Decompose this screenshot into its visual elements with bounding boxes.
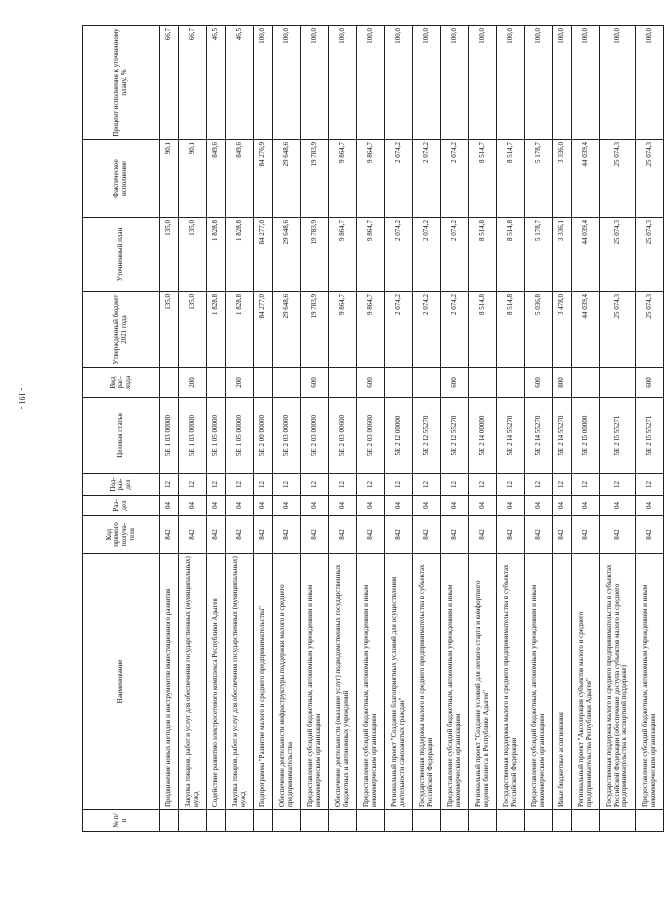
- row-updated-plan: 9 864,7: [357, 218, 385, 292]
- row-subsection: 12: [553, 474, 572, 496]
- row-target-article: 5Е 2 03 00600: [329, 398, 357, 474]
- row-approved-budget: 2 074,2: [413, 292, 441, 368]
- row-target-article: 5Е 2 I4 55270: [553, 398, 572, 474]
- row-approved-budget: 2 074,2: [385, 292, 413, 368]
- row-subsection: 12: [385, 474, 413, 496]
- row-name: Подпрограмма "Развитие малого и среднего предпринимательства": [254, 554, 273, 810]
- row-execution-percent: 66,7: [179, 26, 207, 140]
- row-number: [553, 810, 572, 832]
- table-row: [553, 26, 572, 832]
- row-number: [357, 810, 385, 832]
- row-recipient-code: 842: [553, 516, 572, 554]
- table-row: [301, 26, 329, 832]
- row-execution-percent: 100,0: [636, 26, 664, 140]
- row-updated-plan: 29 648,6: [273, 218, 301, 292]
- row-section: 04: [572, 496, 600, 516]
- row-section: 04: [329, 496, 357, 516]
- row-section: 04: [441, 496, 469, 516]
- row-expense-type: [497, 368, 525, 398]
- page-number: - 191 -: [17, 387, 27, 410]
- row-expense-type: 600: [301, 368, 329, 398]
- row-recipient-code: 842: [572, 516, 600, 554]
- row-approved-budget: 8 514,8: [469, 292, 497, 368]
- row-actual-execution: 25 074,3: [636, 140, 664, 218]
- row-section: 04: [413, 496, 441, 516]
- row-subsection: 12: [301, 474, 329, 496]
- row-target-article: 5Е 2 I2 55270: [441, 398, 469, 474]
- row-actual-execution: 849,6: [226, 140, 254, 218]
- row-subsection: 12: [636, 474, 664, 496]
- row-number: [179, 810, 207, 832]
- row-target-article: 5Е 2 I5 55271: [600, 398, 636, 474]
- row-expense-type: [600, 368, 636, 398]
- row-approved-budget: 9 864,7: [329, 292, 357, 368]
- row-number: [497, 810, 525, 832]
- row-name: Региональный проект "Создание благоприятных условий для осуществления деятельности самозанятых граждан": [385, 554, 413, 810]
- row-recipient-code: 842: [179, 516, 207, 554]
- row-number: [572, 810, 600, 832]
- row-subsection: 12: [357, 474, 385, 496]
- row-updated-plan: 135,0: [160, 218, 179, 292]
- table-body: [160, 26, 664, 832]
- row-actual-execution: 9 864,7: [357, 140, 385, 218]
- row-execution-percent: 100,0: [572, 26, 600, 140]
- row-name: Государственная поддержка малого и среднего предпринимательства в субъектах Российской Федерации: [413, 554, 441, 810]
- row-updated-plan: 1 828,8: [207, 218, 226, 292]
- header-section: Раз-дел: [83, 496, 160, 516]
- row-recipient-code: 842: [301, 516, 329, 554]
- row-section: 04: [385, 496, 413, 516]
- row-actual-execution: 8 514,7: [469, 140, 497, 218]
- table-row: [357, 26, 385, 832]
- row-updated-plan: 9 864,7: [329, 218, 357, 292]
- row-name: Предоставление субсидий бюджетным, автономным учреждениям и иным некоммерческим организациям: [525, 554, 553, 810]
- table-row: [273, 26, 301, 832]
- row-expense-type: 600: [636, 368, 664, 398]
- row-section: 04: [301, 496, 329, 516]
- header-execution-percent: Процент исполнения к уточненному плану, %: [83, 26, 160, 140]
- row-target-article: 5Е 1 03 00000: [179, 398, 207, 474]
- row-updated-plan: 25 074,3: [636, 218, 664, 292]
- row-actual-execution: 5 178,7: [525, 140, 553, 218]
- table-row: [497, 26, 525, 832]
- row-updated-plan: 8 514,8: [497, 218, 525, 292]
- row-section: 04: [207, 496, 226, 516]
- row-target-article: 5Е 2 03 00000: [301, 398, 329, 474]
- row-recipient-code: 842: [469, 516, 497, 554]
- header-recipient-code: Код прямого получа-теля: [83, 516, 160, 554]
- table-row: [525, 26, 553, 832]
- row-updated-plan: 25 074,3: [600, 218, 636, 292]
- table-row: [179, 26, 207, 832]
- row-updated-plan: 135,0: [179, 218, 207, 292]
- row-updated-plan: 2 074,2: [441, 218, 469, 292]
- row-target-article: 5Е 2 I4 55270: [497, 398, 525, 474]
- row-target-article: 5Е 2 03 00000: [273, 398, 301, 474]
- header-num: № п/п: [83, 810, 160, 832]
- row-section: 04: [636, 496, 664, 516]
- row-updated-plan: 8 514,8: [469, 218, 497, 292]
- header-subsection: Под-раз-дел: [83, 474, 160, 496]
- row-execution-percent: 100,0: [441, 26, 469, 140]
- row-approved-budget: 1 828,8: [207, 292, 226, 368]
- row-actual-execution: 90,1: [160, 140, 179, 218]
- row-recipient-code: 842: [600, 516, 636, 554]
- table-row: [226, 26, 254, 832]
- row-name: Предоставление субсидий бюджетным, автономным учреждениям и иным некоммерческим организациям: [357, 554, 385, 810]
- row-section: 04: [160, 496, 179, 516]
- row-updated-plan: 44 039,4: [572, 218, 600, 292]
- row-updated-plan: 2 074,2: [413, 218, 441, 292]
- row-target-article: 5Е 2 I2 55270: [413, 398, 441, 474]
- row-target-article: 5Е 2 I4 00000: [469, 398, 497, 474]
- row-recipient-code: 842: [441, 516, 469, 554]
- row-actual-execution: 2 074,2: [385, 140, 413, 218]
- header-updated-plan: Уточненный план: [83, 218, 160, 292]
- row-approved-budget: 135,0: [179, 292, 207, 368]
- row-recipient-code: 842: [207, 516, 226, 554]
- row-section: 04: [497, 496, 525, 516]
- table-row: [600, 26, 636, 832]
- row-execution-percent: 100,0: [301, 26, 329, 140]
- row-subsection: 12: [226, 474, 254, 496]
- row-actual-execution: 9 864,7: [329, 140, 357, 218]
- row-number: [441, 810, 469, 832]
- row-subsection: 12: [179, 474, 207, 496]
- row-subsection: 12: [497, 474, 525, 496]
- row-approved-budget: 25 074,3: [636, 292, 664, 368]
- row-expense-type: [254, 368, 273, 398]
- row-recipient-code: 842: [357, 516, 385, 554]
- row-approved-budget: 9 864,7: [357, 292, 385, 368]
- row-name: Обеспечение деятельности инфраструктуры поддержки малого и среднего предпринимательства: [273, 554, 301, 810]
- row-section: 04: [226, 496, 254, 516]
- row-actual-execution: 3 336,0: [553, 140, 572, 218]
- row-approved-budget: 8 514,8: [497, 292, 525, 368]
- row-recipient-code: 842: [273, 516, 301, 554]
- row-section: 04: [469, 496, 497, 516]
- row-recipient-code: 842: [525, 516, 553, 554]
- row-execution-percent: 100,0: [273, 26, 301, 140]
- row-section: 04: [179, 496, 207, 516]
- row-section: 04: [600, 496, 636, 516]
- table-row: [469, 26, 497, 832]
- row-name: Государственная поддержка малого и среднего предпринимательства в субъектах Российской Федерации (обеспечение доступа субъектов малого и среднего предпринимательства к экспортной поддержке): [600, 554, 636, 810]
- row-actual-execution: 84 276,9: [254, 140, 273, 218]
- row-actual-execution: 2 074,2: [441, 140, 469, 218]
- header-target-article: Целевая статья: [83, 398, 160, 474]
- row-execution-percent: 66,7: [160, 26, 179, 140]
- row-updated-plan: 19 783,9: [301, 218, 329, 292]
- rotated-page: [82, 26, 657, 832]
- row-target-article: 5Е 2 I5 00000: [572, 398, 600, 474]
- row-name: Государственная поддержка малого и среднего предпринимательства в субъектах Российской Федерации: [497, 554, 525, 810]
- row-expense-type: 600: [525, 368, 553, 398]
- header-actual-execution: Фактическое исполнение: [83, 140, 160, 218]
- row-target-article: 5Е 1 05 00000: [207, 398, 226, 474]
- row-expense-type: 200: [226, 368, 254, 398]
- table-row: [636, 26, 664, 832]
- table-row: [385, 26, 413, 832]
- row-expense-type: [469, 368, 497, 398]
- row-execution-percent: 100,0: [413, 26, 441, 140]
- row-number: [273, 810, 301, 832]
- row-number: [385, 810, 413, 832]
- row-expense-type: [413, 368, 441, 398]
- header-row: [83, 26, 160, 832]
- row-expense-type: [385, 368, 413, 398]
- row-section: 04: [254, 496, 273, 516]
- header-expense-type: Вид рас-хода: [83, 368, 160, 398]
- row-number: [525, 810, 553, 832]
- row-subsection: 12: [254, 474, 273, 496]
- row-recipient-code: 842: [636, 516, 664, 554]
- row-execution-percent: 46,5: [207, 26, 226, 140]
- table-row: [207, 26, 226, 832]
- table-row: [329, 26, 357, 832]
- row-approved-budget: 19 783,9: [301, 292, 329, 368]
- table-row: [572, 26, 600, 832]
- table-row: [160, 26, 179, 832]
- row-expense-type: [207, 368, 226, 398]
- row-approved-budget: 44 039,4: [572, 292, 600, 368]
- row-actual-execution: 849,6: [207, 140, 226, 218]
- row-subsection: 12: [525, 474, 553, 496]
- row-section: 04: [525, 496, 553, 516]
- row-execution-percent: 100,0: [329, 26, 357, 140]
- row-number: [207, 810, 226, 832]
- row-target-article: 5Е 2 I2 00000: [385, 398, 413, 474]
- row-subsection: 12: [600, 474, 636, 496]
- row-execution-percent: 100,0: [357, 26, 385, 140]
- row-name: Продвижение новых методов и инструментов инвестиционного развития: [160, 554, 179, 810]
- row-actual-execution: 29 648,6: [273, 140, 301, 218]
- row-name: Иные бюджетные ассигнования: [553, 554, 572, 810]
- row-updated-plan: 1 828,8: [226, 218, 254, 292]
- row-subsection: 12: [273, 474, 301, 496]
- row-subsection: 12: [207, 474, 226, 496]
- row-name: Обеспечение деятельности (оказание услуг) подведомственных государственных бюджетных и автономных учреждений: [329, 554, 357, 810]
- row-execution-percent: 100,0: [254, 26, 273, 140]
- row-recipient-code: 842: [226, 516, 254, 554]
- row-number: [226, 810, 254, 832]
- row-subsection: 12: [572, 474, 600, 496]
- row-name: Закупка товаров, работ и услуг для обеспечения государственных (муниципальных) нужд: [226, 554, 254, 810]
- table-row: [254, 26, 273, 832]
- row-number: [636, 810, 664, 832]
- row-name: Закупка товаров, работ и услуг для обеспечения государственных (муниципальных) нужд: [179, 554, 207, 810]
- row-expense-type: 600: [357, 368, 385, 398]
- row-subsection: 12: [413, 474, 441, 496]
- row-number: [469, 810, 497, 832]
- row-execution-percent: 100,0: [385, 26, 413, 140]
- header-approved-budget: Утвержденный бюджет 2021 года: [83, 292, 160, 368]
- table-row: [441, 26, 469, 832]
- row-actual-execution: 44 039,4: [572, 140, 600, 218]
- row-section: 04: [273, 496, 301, 516]
- row-name: Предоставление субсидий бюджетным, автономным учреждениям и иным некоммерческим организациям: [636, 554, 664, 810]
- row-name: Предоставление субсидий бюджетным, автономным учреждениям и иным некоммерческим организациям: [441, 554, 469, 810]
- row-name: Содействие развитию электросетевого комплекса Республики Адыгея: [207, 554, 226, 810]
- row-target-article: 5Е 2 I4 55270: [525, 398, 553, 474]
- row-updated-plan: 84 277,0: [254, 218, 273, 292]
- row-subsection: 12: [160, 474, 179, 496]
- row-execution-percent: 100,0: [600, 26, 636, 140]
- row-recipient-code: 842: [385, 516, 413, 554]
- row-expense-type: 600: [441, 368, 469, 398]
- row-recipient-code: 842: [254, 516, 273, 554]
- row-expense-type: [273, 368, 301, 398]
- row-number: [413, 810, 441, 832]
- row-number: [254, 810, 273, 832]
- row-approved-budget: 84 277,0: [254, 292, 273, 368]
- row-expense-type: 200: [179, 368, 207, 398]
- row-name: Региональный проект "Создание условий для легкого старта и комфортного ведения бизнеса в Республике Адыгея": [469, 554, 497, 810]
- row-target-article: 5Е 2 I5 55271: [636, 398, 664, 474]
- row-approved-budget: 3 478,0: [553, 292, 572, 368]
- row-actual-execution: 90,1: [179, 140, 207, 218]
- row-name: Региональный проект "Акселерация субъектов малого и среднего предпринимательства Республики Адыгея": [572, 554, 600, 810]
- row-approved-budget: 1 828,8: [226, 292, 254, 368]
- row-number: [329, 810, 357, 832]
- row-recipient-code: 842: [160, 516, 179, 554]
- row-subsection: 12: [329, 474, 357, 496]
- row-expense-type: 800: [553, 368, 572, 398]
- row-section: 04: [357, 496, 385, 516]
- row-subsection: 12: [441, 474, 469, 496]
- budget-execution-table: [82, 25, 664, 832]
- row-number: [160, 810, 179, 832]
- table-row: [413, 26, 441, 832]
- row-subsection: 12: [469, 474, 497, 496]
- row-expense-type: [160, 368, 179, 398]
- row-approved-budget: 2 074,2: [441, 292, 469, 368]
- row-actual-execution: 19 783,9: [301, 140, 329, 218]
- row-recipient-code: 842: [497, 516, 525, 554]
- row-expense-type: [572, 368, 600, 398]
- row-approved-budget: 25 074,3: [600, 292, 636, 368]
- row-name: Предоставление субсидий бюджетным, автономным учреждениям и иным некоммерческим организациям: [301, 554, 329, 810]
- row-number: [600, 810, 636, 832]
- row-target-article: 5Е 1 05 00000: [226, 398, 254, 474]
- row-execution-percent: 100,0: [469, 26, 497, 140]
- row-approved-budget: 5 036,8: [525, 292, 553, 368]
- row-execution-percent: 100,0: [525, 26, 553, 140]
- row-updated-plan: 5 178,7: [525, 218, 553, 292]
- row-section: 04: [553, 496, 572, 516]
- row-updated-plan: 3 336,1: [553, 218, 572, 292]
- row-actual-execution: 25 074,3: [600, 140, 636, 218]
- row-target-article: 5Е 2 00 00000: [254, 398, 273, 474]
- row-recipient-code: 842: [329, 516, 357, 554]
- row-number: [301, 810, 329, 832]
- row-recipient-code: 842: [413, 516, 441, 554]
- row-execution-percent: 46,5: [226, 26, 254, 140]
- row-expense-type: [329, 368, 357, 398]
- row-actual-execution: 2 074,2: [413, 140, 441, 218]
- row-updated-plan: 2 074,2: [385, 218, 413, 292]
- row-target-article: 5Е 2 03 00600: [357, 398, 385, 474]
- row-approved-budget: 29 648,6: [273, 292, 301, 368]
- row-execution-percent: 100,0: [497, 26, 525, 140]
- row-approved-budget: 135,0: [160, 292, 179, 368]
- row-execution-percent: 100,0: [553, 26, 572, 140]
- row-actual-execution: 8 514,7: [497, 140, 525, 218]
- header-name: Наименование: [83, 554, 160, 810]
- row-target-article: 5Е 1 03 00000: [160, 398, 179, 474]
